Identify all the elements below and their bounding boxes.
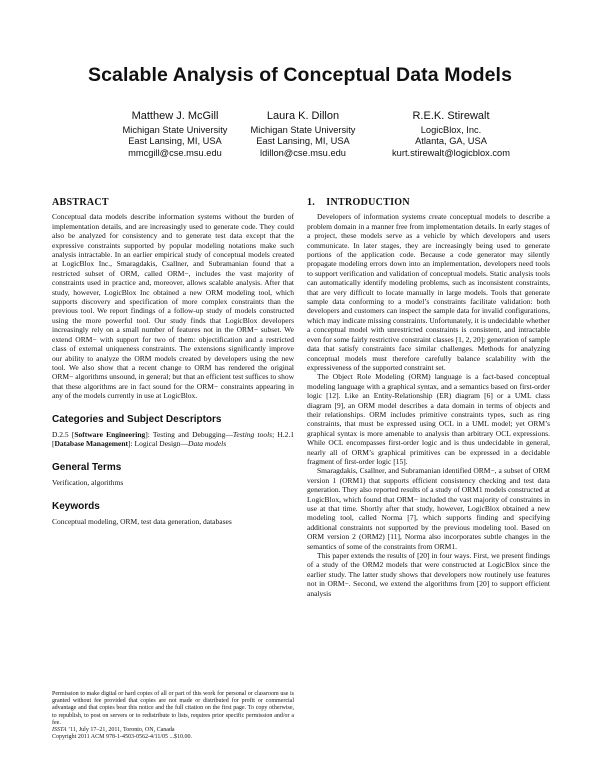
categories-text: D.2.5 [Software Engineering]: Testing and Debugging—Testing tools; H.2.1 [Database Management]: Logical Design—Data models (52, 429, 295, 449)
author-name: Matthew J. McGill (131, 110, 219, 122)
permission-text: Permission to make digital or hard copies of all or part of this work for personal or classroom use is granted without fee provided that copies are not made or distributed for profit or commercial advantage and that copies bear this notice and the full citation on the first page. To copy otherwise, to republish, to post on servers or to redistribute to lists, requires prior specific permission and/or a fee. (52, 691, 294, 726)
author-email[interactable]: mmcgill@cse.msu.edu (128, 147, 222, 158)
general-terms-heading: General Terms (52, 461, 122, 473)
paper-title: Scalable Analysis of Conceptual Data Models (87, 64, 513, 86)
keywords-heading: Keywords (52, 500, 100, 512)
author-name: R.E.K. Stirewalt (412, 110, 490, 122)
introduction-heading: 1. INTRODUCTION (307, 197, 410, 208)
intro-paragraph: Smaragdakis, Csallner, and Subramanian identified ORM−, a subset of ORM version 1 (ORM1) that supports efficient consistency checking and test data generation. They also reported results of a study of ORM1 models constructed at LogicBlox, which found that ORM− included the vast majority of constraints in use at that time. Shortly after that study, however, LogicBlox obtained a new modeling tool, called Norma [7], which supports finding and specifying additional constraints not supported by the previous modeling tool. Based on ORM version 2 (ORM2) [11], Norma also incorporates subtle changes in the semantics of some of the constraints from ORM1. (307, 466, 550, 551)
author-3 (356, 111, 546, 159)
author-affiliation: LogicBlox, Inc. (420, 124, 482, 135)
categories-heading: Categories and Subject Descriptors (52, 413, 222, 425)
copyright-line: Copyright 2011 ACM 978-1-4503-0562-4/11/05 ...$10.00. (52, 734, 193, 741)
permission-notice (52, 691, 294, 741)
author-affiliation: Michigan State University (122, 124, 228, 135)
intro-paragraph: The Object Role Modeling (ORM) language is a fact-based conceptual modeling language with a graphical syntax, and a semantics based on first-order logic [12]. Like an Entity-Relationship (ER) diagram [6] or a UML class diagram [9], an ORM model describes a data domain in terms of objects and their relationships. ORM includes primitive constraints types, such as ring constraints, that must be expressed using OCL in a UML model; yet ORM’s graphical syntax is more amenable to analysis than arbitrary OCL expressions. While OCL encompasses first-order logic and is thus undecidable in general, nearly all of ORM’s graphical primitives can be expressed in a decidable fragment of first-order logic [15]. (307, 372, 550, 466)
general-terms-text: Verification, algorithms (52, 478, 124, 488)
abstract-heading: ABSTRACT (52, 197, 109, 208)
author-location: Atlanta, GA, USA (415, 136, 487, 146)
venue-line: ISSTA ’11, July 17–21, 2011, Toronto, ON, Canada (52, 727, 175, 734)
author-location: East Lansing, MI, USA (128, 136, 222, 146)
left-column (52, 198, 294, 526)
author-name: Laura K. Dillon (266, 110, 340, 122)
author-email[interactable]: kurt.stirewalt@logicblox.com (392, 147, 510, 158)
right-column (307, 198, 550, 598)
author-location: East Lansing, MI, USA (256, 136, 350, 146)
keywords-text: Conceptual modeling, ORM, test data generation, databases (52, 516, 232, 526)
abstract-text: Conceptual data models describe information systems without the burden of implementation details, and are increasingly used to generate code. They could also be analyzed for consistency and to generate test data except that the expressive constraints supported by popular modeling notations make such analysis intractable. In an earlier empirical study of conceptual models created at LogicBlox Inc., Smaragdakis, Csallner, and Subramanian found that a restricted subset of ORM, called ORM−, includes the vast majority of constraints used in practice and, moreover, allows scalable analysis. After that study, however, LogicBlox Inc obtained a new ORM modeling tool, which supports discovery and specification of more complex constraints than the previous tool. We report findings of a follow-up study of models constructed using the more powerful tool. Our study finds that LogicBlox developers increasingly rely on a small number of features not in the ORM− subset. We extend ORM− with support for two of them: objectification and a restricted class of external uniqueness constraints. The extensions significantly improve our ability to analyze the ORM models created by developers using the new tool. We also show that a recent change to ORM has rendered the original ORM− algorithms unsound, in general; but that an efficient test suffices to show that these algorithms are in fact sound for the ORM− constraints appearing in any of the models currently in use at LogicBlox. (52, 212, 294, 401)
author-email[interactable]: ldillon@cse.msu.edu (260, 147, 346, 158)
intro-paragraph: Developers of information systems create conceptual models to describe a problem domain in a manner free from implementation details. In early stages of a project, these models serve as a vehicle by which developers and users communicate. In later stages, they are increasingly being used to generate portions of the application code. Because a code generator may silently propagate modeling errors down into an implementation, developers need tools to support verification and validation of conceptual models. Static analysis tools can automatically identify modeling problems, such as inconsistent constraints, that are very difficult to locate manually in large models. Tools that generate sample data conforming to a model’s constraints facilitate validation: both developers and customers can inspect the sample data for invalid configurations, which may indicate missing constraints. Unfortunately, it is undecidable whether a conceptual model with unrestricted constraints is consistent, and intractable even for some fairly restrictive constraint classes [1, 2, 20]; generation of sample data that satisfy constraints face similar challenges. Methods for analyzing conceptual models must therefore carefully balance scalability with the expressiveness of the supported constraint set. (307, 212, 550, 372)
intro-paragraph: This paper extends the results of [20] in four ways. First, we present findings of a study of the ORM2 models that were constructed at LogicBlox since the earlier study. The latter study shows that developers now routinely use features not in ORM−. Second, we extend the algorithms from [20] to support efficient analysis (307, 551, 550, 598)
author-affiliation: Michigan State University (250, 124, 356, 135)
